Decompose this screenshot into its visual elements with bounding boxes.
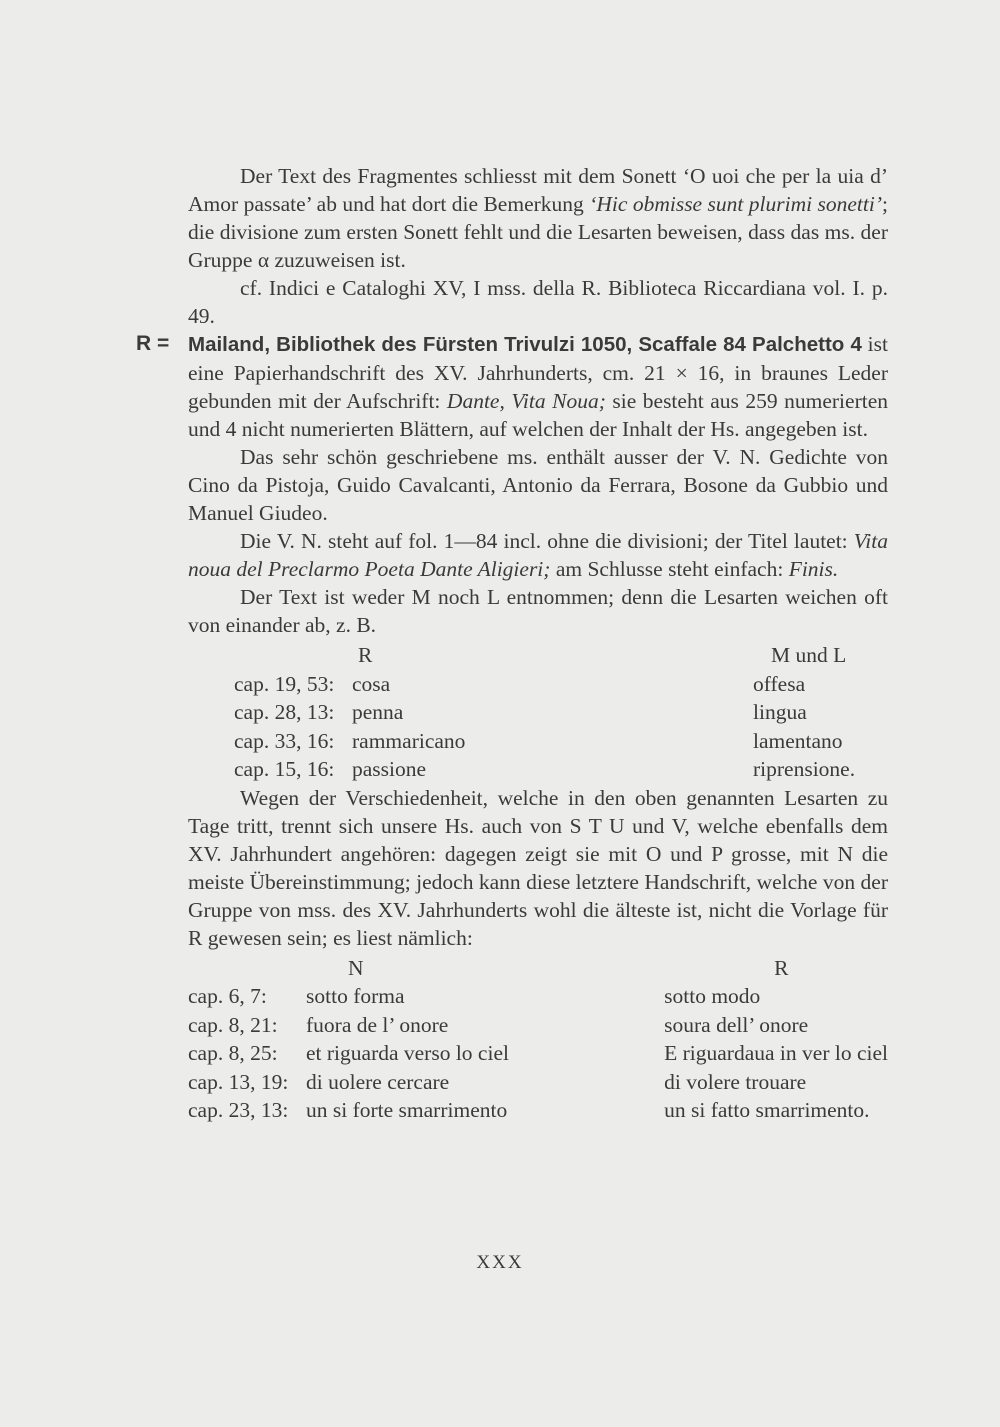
table-row (188, 670, 855, 699)
reading-left: rammaricano (352, 728, 466, 753)
italic-title: Vita noua del Preclarmo Poeta Dante Aligieri; (188, 529, 888, 581)
reading-left: cosa (352, 671, 391, 696)
table-row (188, 982, 888, 1011)
table-head-right: R (774, 955, 789, 980)
siglum-r: R = (136, 332, 170, 355)
text-segment: sie besteht aus 259 numerierten und 4 nicht numerierten Blättern, auf welchen der Inhalt der Hs. angegeben ist. (188, 389, 888, 441)
text-segment: ist eine Papierhandschrift des XV. Jahrhunderts, cm. 21 × 16, in braunes Leder gebunden mit der Aufschrift: (188, 332, 888, 413)
paragraph-variants-intro: Der Text ist weder M noch L entnommen; denn die Lesarten weichen oft von einander ab, z. B. (188, 585, 888, 637)
chapter-ref: cap. 28, 13: (234, 700, 335, 724)
chapter-ref: cap. 8, 25: (188, 1041, 278, 1065)
table-head-left: R (358, 643, 373, 667)
chapter-ref: cap. 19, 53: (234, 671, 335, 696)
entry-heading: Mailand, Bibliothek des Fürsten Trivulzi 1050, Scaffale 84 Palchetto 4 (188, 333, 862, 356)
text-segment: Der Text des Fragmentes schliesst mit dem Sonett ‘O uoi che per la uia d’ Amor passate’ ab und hat dort die Bemerkung (188, 164, 888, 216)
table-head-left: N (348, 955, 364, 980)
table-head-right: M und L (771, 643, 847, 667)
table-row (188, 1068, 888, 1097)
italic-finis: Finis. (788, 557, 839, 581)
text-segment: Die V. N. steht auf fol. 1—84 incl. ohne die divisioni; der Titel lautet: (240, 529, 854, 553)
reading-right: lamentano (753, 728, 843, 753)
table-row (188, 698, 855, 727)
reading-right: lingua (753, 700, 807, 724)
paragraph-reference: cf. Indici e Cataloghi XV, I mss. della R. Biblioteca Riccardiana vol. I. p. 49. (188, 276, 888, 328)
text-segment: ; die divisione zum ersten Sonett fehlt und die Lesarten beweisen, dass das ms. der Gruppe α zuzuweisen ist. (188, 192, 888, 272)
chapter-ref: cap. 23, 13: (188, 1098, 289, 1122)
paragraph-title (188, 527, 888, 583)
table-row (188, 1039, 888, 1068)
reading-right: offesa (753, 671, 806, 696)
reading-left: un si forte smarrimento (306, 1098, 508, 1122)
table-row (188, 1096, 888, 1125)
reading-left: di uolere cercare (306, 1069, 450, 1094)
paragraph-fragment-ending (188, 162, 888, 274)
page-number: XXX (476, 1252, 524, 1273)
manuscript-entry-r (136, 330, 888, 443)
chapter-ref: cap. 13, 19: (188, 1069, 289, 1094)
table-row (188, 755, 855, 784)
chapter-ref: cap. 8, 21: (188, 1012, 278, 1037)
chapter-ref: cap. 33, 16: (234, 728, 335, 753)
reading-left: passione (352, 757, 427, 781)
reading-right: di volere trouare (664, 1069, 807, 1094)
reading-left: penna (352, 700, 404, 724)
reading-right: riprensione. (753, 757, 856, 781)
reading-right: E riguardaua in ver lo ciel (664, 1041, 888, 1065)
reading-left: et riguarda verso lo ciel (306, 1041, 509, 1065)
text-segment: am Schlusse steht einfach: (550, 557, 789, 581)
paragraph-contents: Das sehr schön geschriebene ms. enthält ausser der V. N. Gedichte von Cino da Pistoja, Guido Cavalcanti, Antonio da Ferrara, Bosone da Gubbio und Manuel Giudeo. (188, 445, 888, 525)
reading-left: sotto forma (306, 984, 405, 1008)
paragraph-description (188, 330, 888, 443)
page-body (136, 162, 888, 1125)
chapter-ref: cap. 15, 16: (234, 757, 335, 781)
table-row (188, 1011, 888, 1040)
reading-left: fuora de l’ onore (306, 1012, 449, 1037)
chapter-ref: cap. 6, 7: (188, 984, 267, 1008)
reading-right: sotto modo (664, 984, 761, 1008)
table-row (188, 727, 855, 756)
italic-quote: ‘Hic obmisse sunt plurimi sonetti’ (589, 192, 883, 216)
italic-title: Dante, Vita Noua; (446, 389, 606, 413)
reading-right: un si fatto smarrimento. (664, 1098, 870, 1122)
paragraph-comparison: Wegen der Verschiedenheit, welche in den oben genannten Lesarten zu Tage tritt, trennt sich unsere Hs. auch von S T U und V, welche ebenfalls dem XV. Jahrhundert angehören: dagegen zeigt sie mit O und P grosse, mit N die meiste Übereinstimmung; jedoch kann diese letztere Handschrift, welche von der Gruppe von mss. des XV. Jahrhunderts wohl die älteste ist, nicht die Vorlage für R gewesen sein; es liest nämlich: (188, 785, 888, 950)
variants-table-n-r (188, 954, 888, 1125)
reading-right: soura dell’ onore (664, 1012, 809, 1037)
variants-table-r-ml (188, 641, 855, 784)
